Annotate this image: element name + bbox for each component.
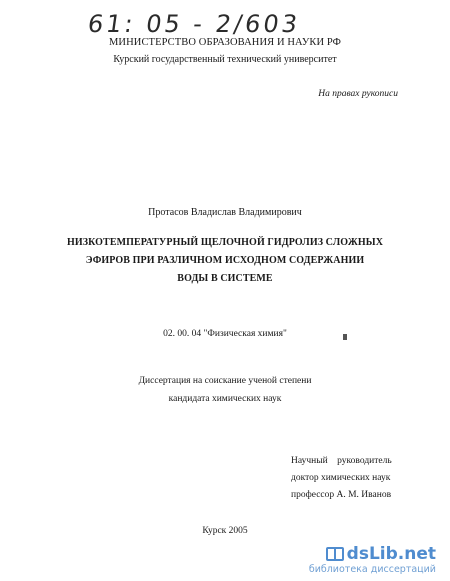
advisor-block xyxy=(291,453,392,504)
rights-note: На правах рукописи xyxy=(318,89,398,99)
watermark-logo: dsLib.net xyxy=(346,544,436,564)
dissertation-line: кандидата химических наук xyxy=(168,394,282,404)
watermark[interactable] xyxy=(309,545,436,575)
advisor-line: доктор химических наук xyxy=(291,473,391,483)
dissertation-line: Диссертация на соискание ученой степени xyxy=(138,376,312,386)
thesis-title-line: ЭФИРОВ ПРИ РАЗЛИЧНОМ ИСХОДНОМ СОДЕРЖАНИИ xyxy=(85,255,365,266)
handwritten-stamp: 61: 05 - 2/603 xyxy=(86,10,302,38)
author-name: Протасов Владислав Владимирович xyxy=(148,207,302,218)
thesis-title-line: НИЗКОТЕМПЕРАТУРНЫЙ ЩЕЛОЧНОЙ ГИДРОЛИЗ СЛОЖНЫХ xyxy=(66,237,384,248)
watermark-subtitle: библиотека диссертаций xyxy=(308,564,436,575)
ministry-heading: МИНИСТЕРСТВО ОБРАЗОВАНИЯ И НАУКИ РФ xyxy=(108,37,342,48)
thesis-title xyxy=(0,234,450,288)
advisor-line: профессор А. М. Иванов xyxy=(291,490,392,500)
dissertation-statement xyxy=(0,372,450,408)
advisor-line: Научный руководитель xyxy=(291,456,392,466)
city-year: Курск 2005 xyxy=(202,526,248,536)
scan-mark xyxy=(343,334,347,340)
specialty-code: 02. 00. 04 "Физическая химия" xyxy=(163,329,287,339)
thesis-title-line: ВОДЫ В СИСТЕМЕ xyxy=(177,273,273,284)
book-icon xyxy=(326,547,344,561)
university-name: Курский государственный технический университет xyxy=(113,54,337,65)
